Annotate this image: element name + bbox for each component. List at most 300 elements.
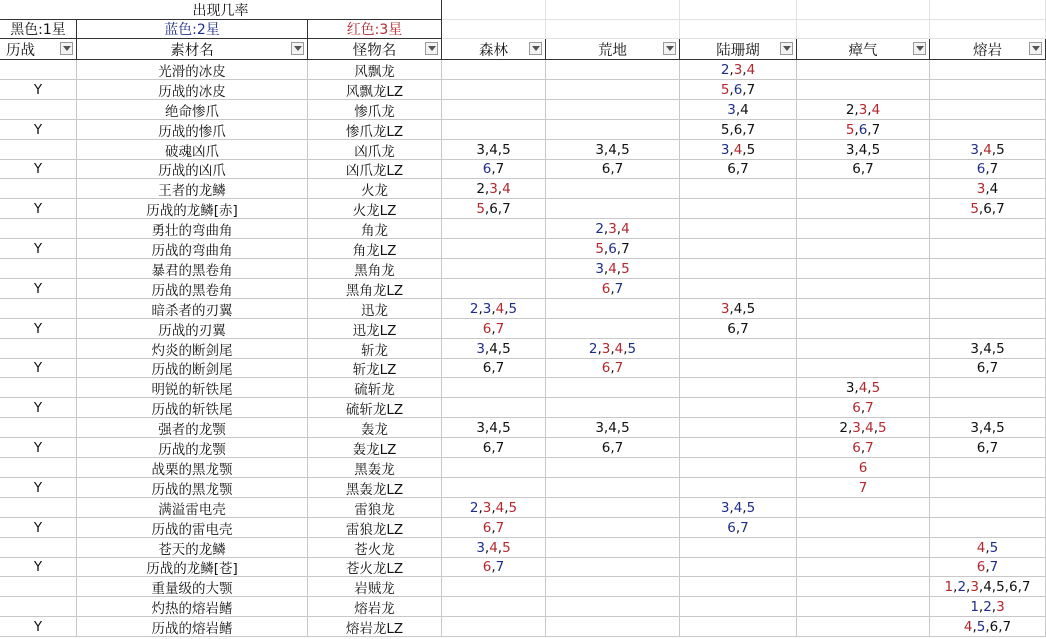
star-cell-miasma[interactable] xyxy=(797,279,930,299)
star-cell-miasma[interactable] xyxy=(797,518,930,538)
monster-name-cell[interactable]: 黑轰龙 xyxy=(308,458,442,478)
star-value: ,6,7 xyxy=(978,200,1005,217)
star-value: , xyxy=(860,399,866,416)
star-cell-miasma[interactable] xyxy=(797,538,930,558)
lz-flag-cell[interactable] xyxy=(0,418,77,438)
star-value: , xyxy=(735,519,741,536)
star-value: , xyxy=(729,499,734,516)
star-value: ,4,5 xyxy=(729,300,756,317)
star-cell-lava[interactable] xyxy=(930,100,1046,120)
lz-flag-cell[interactable] xyxy=(0,259,77,279)
material-name-cell[interactable]: 历战的断剑尾 xyxy=(77,359,308,378)
star-cell-miasma[interactable] xyxy=(797,577,930,597)
star-cell-miasma[interactable] xyxy=(797,179,930,199)
star-cell-forest[interactable] xyxy=(442,518,546,538)
star-value: , xyxy=(972,618,977,635)
monster-name-cell[interactable]: 黑轰龙LZ xyxy=(308,478,442,498)
star-cell-lava[interactable] xyxy=(930,577,1046,597)
empty-cell[interactable] xyxy=(797,0,930,20)
filter-dropdown-icon[interactable] xyxy=(663,42,676,55)
star-cell-lava[interactable] xyxy=(930,538,1046,558)
material-name-cell[interactable]: 重量级的大颚 xyxy=(77,577,308,597)
star-value: 3 xyxy=(595,260,604,277)
monster-name-cell[interactable]: 黑角龙 xyxy=(308,259,442,279)
star-value: , xyxy=(504,499,509,516)
star-value: 6 xyxy=(858,459,868,476)
column-header-lava xyxy=(930,39,1046,60)
star-cell-wild[interactable] xyxy=(546,140,680,160)
star-cell-wild[interactable] xyxy=(546,458,680,478)
material-name-cell[interactable]: 历战的熔岩鳍 xyxy=(77,617,308,637)
star-cell-forest[interactable] xyxy=(442,617,546,637)
star-cell-miasma[interactable] xyxy=(797,100,930,120)
empty-cell[interactable] xyxy=(930,0,1046,20)
star-cell-miasma[interactable] xyxy=(797,458,930,478)
star-cell-coral[interactable] xyxy=(680,259,797,279)
star-cell-wild[interactable] xyxy=(546,299,680,319)
filter-dropdown-icon[interactable] xyxy=(60,42,73,55)
star-cell-wild[interactable] xyxy=(546,80,680,100)
star-cell-lava[interactable] xyxy=(930,359,1046,378)
star-cell-forest[interactable] xyxy=(442,378,546,398)
star-value: , xyxy=(491,499,496,516)
star-cell-wild[interactable] xyxy=(546,120,680,140)
material-name-cell[interactable]: 灼炎的断剑尾 xyxy=(77,339,308,359)
monster-name-cell[interactable]: 角龙LZ xyxy=(308,239,442,259)
monster-name-cell[interactable]: 熔岩龙 xyxy=(308,597,442,617)
monster-name-cell[interactable]: 斩龙LZ xyxy=(308,359,442,378)
star-cell-wild[interactable] xyxy=(546,239,680,259)
star-cell-lava[interactable] xyxy=(930,518,1046,538)
monster-name-cell[interactable]: 火龙 xyxy=(308,179,442,199)
star-cell-lava[interactable] xyxy=(930,219,1046,239)
star-cell-coral[interactable] xyxy=(680,438,797,458)
material-name-cell[interactable]: 王者的龙鳞 xyxy=(77,179,308,199)
star-cell-lava[interactable] xyxy=(930,80,1046,100)
material-name-cell[interactable]: 历战的凶爪 xyxy=(77,160,308,179)
star-cell-miasma[interactable] xyxy=(797,398,930,418)
star-cell-miasma[interactable] xyxy=(797,498,930,518)
lz-flag-cell[interactable] xyxy=(0,179,77,199)
lz-flag-cell[interactable]: Y xyxy=(0,398,77,418)
monster-name-cell[interactable]: 迅龙 xyxy=(308,299,442,319)
star-value: , xyxy=(854,121,859,138)
star-cell-coral[interactable] xyxy=(680,199,797,219)
material-name-cell[interactable]: 历战的黑卷角 xyxy=(77,279,308,299)
star-cell-coral[interactable] xyxy=(680,458,797,478)
star-cell-lava[interactable] xyxy=(930,339,1046,359)
star-cell-lava[interactable] xyxy=(930,478,1046,498)
star-cell-miasma[interactable] xyxy=(797,160,930,179)
lz-flag-cell[interactable]: Y xyxy=(0,279,77,299)
star-cell-lava[interactable] xyxy=(930,378,1046,398)
star-cell-lava[interactable] xyxy=(930,498,1046,518)
star-cell-coral[interactable] xyxy=(680,418,797,438)
lz-flag-cell[interactable]: Y xyxy=(0,120,77,140)
star-value: , xyxy=(742,499,747,516)
star-cell-forest[interactable] xyxy=(442,100,546,120)
lz-flag-cell[interactable]: Y xyxy=(0,160,77,179)
star-value: , xyxy=(978,598,984,615)
star-cell-coral[interactable] xyxy=(680,359,797,378)
star-cell-coral[interactable] xyxy=(680,319,797,339)
star-cell-lava[interactable] xyxy=(930,398,1046,418)
star-cell-forest[interactable] xyxy=(442,498,546,518)
star-value: 7 xyxy=(871,121,881,138)
star-cell-miasma[interactable] xyxy=(797,219,930,239)
lz-flag-cell[interactable] xyxy=(0,299,77,319)
material-name-cell[interactable]: 历战的黑龙颚 xyxy=(77,478,308,498)
star-cell-lava[interactable] xyxy=(930,319,1046,339)
star-cell-forest[interactable] xyxy=(442,60,546,80)
star-cell-wild[interactable] xyxy=(546,199,680,219)
star-cell-miasma[interactable] xyxy=(797,259,930,279)
star-cell-coral[interactable] xyxy=(680,160,797,179)
lz-flag-cell[interactable]: Y xyxy=(0,558,77,577)
star-value: 7 xyxy=(989,559,999,575)
material-name-cell[interactable]: 历战的龙鳞[赤] xyxy=(77,199,308,219)
star-cell-coral[interactable] xyxy=(680,518,797,538)
star-cell-wild[interactable] xyxy=(546,279,680,299)
star-value: 4 xyxy=(963,618,973,635)
column-header-lz xyxy=(0,39,77,60)
star-cell-coral[interactable] xyxy=(680,478,797,498)
filter-dropdown-icon[interactable] xyxy=(913,42,926,55)
lz-flag-cell[interactable]: Y xyxy=(0,478,77,498)
monster-name-cell[interactable]: 凶爪龙LZ xyxy=(308,160,442,179)
lz-flag-cell[interactable] xyxy=(0,538,77,558)
monster-name-cell[interactable]: 雷狼龙 xyxy=(308,498,442,518)
star-cell-forest[interactable] xyxy=(442,219,546,239)
star-cell-miasma[interactable] xyxy=(797,378,930,398)
star-cell-forest[interactable] xyxy=(442,577,546,597)
monster-name-cell[interactable]: 风飘龙 xyxy=(308,60,442,80)
lz-flag-cell[interactable] xyxy=(0,219,77,239)
material-name-cell[interactable]: 战栗的黑龙颚 xyxy=(77,458,308,478)
star-cell-wild[interactable] xyxy=(546,398,680,418)
star-cell-coral[interactable] xyxy=(680,398,797,418)
star-cell-miasma[interactable] xyxy=(797,359,930,378)
star-cell-forest[interactable] xyxy=(442,279,546,299)
material-name-cell[interactable]: 历战的弯曲角 xyxy=(77,239,308,259)
star-cell-miasma[interactable] xyxy=(797,60,930,80)
lz-flag-cell[interactable]: Y xyxy=(0,199,77,219)
star-cell-coral[interactable] xyxy=(680,100,797,120)
monster-name-cell[interactable]: 惨爪龙 xyxy=(308,100,442,120)
material-name-cell[interactable]: 历战的斩铁尾 xyxy=(77,398,308,418)
lz-flag-cell[interactable]: Y xyxy=(0,617,77,637)
column-header-forest xyxy=(442,39,546,60)
material-name-cell[interactable]: 历战的惨爪 xyxy=(77,120,308,140)
star-value: , xyxy=(873,419,879,436)
star-value: 4 xyxy=(983,141,992,158)
star-value: , xyxy=(729,141,734,158)
star-cell-wild[interactable] xyxy=(546,577,680,597)
star-value: , xyxy=(985,539,990,556)
star-cell-wild[interactable] xyxy=(546,438,680,458)
material-name-cell[interactable]: 绝命惨爪 xyxy=(77,100,308,120)
star-value: 7 xyxy=(614,280,624,297)
star-cell-wild[interactable] xyxy=(546,378,680,398)
star-cell-forest[interactable] xyxy=(442,140,546,160)
star-value: 2 xyxy=(720,61,730,78)
star-cell-coral[interactable] xyxy=(680,498,797,518)
material-name-cell[interactable]: 灼热的熔岩鳍 xyxy=(77,597,308,617)
star-value: 5 xyxy=(476,200,485,217)
material-name-cell[interactable]: 暗杀者的刃翼 xyxy=(77,299,308,319)
material-name-cell[interactable]: 历战的龙鳞[苍] xyxy=(77,558,308,577)
star-cell-forest[interactable] xyxy=(442,120,546,140)
star-cell-wild[interactable] xyxy=(546,259,680,279)
star-cell-miasma[interactable] xyxy=(797,319,930,339)
star-cell-wild[interactable] xyxy=(546,597,680,617)
material-name-cell[interactable]: 满溢雷电壳 xyxy=(77,498,308,518)
empty-cell[interactable] xyxy=(930,20,1046,39)
star-cell-lava[interactable] xyxy=(930,60,1046,80)
star-cell-coral[interactable] xyxy=(680,279,797,299)
star-value: , xyxy=(610,340,615,357)
column-header-monster xyxy=(308,39,442,60)
material-name-cell[interactable]: 历战的刃翼 xyxy=(77,319,308,339)
star-cell-forest[interactable] xyxy=(442,239,546,259)
star-cell-lava[interactable] xyxy=(930,120,1046,140)
lz-flag-cell[interactable]: Y xyxy=(0,80,77,100)
star-cell-coral[interactable] xyxy=(680,339,797,359)
star-cell-miasma[interactable] xyxy=(797,199,930,219)
star-cell-lava[interactable] xyxy=(930,458,1046,478)
star-value: 6,7 xyxy=(601,161,624,177)
monster-name-cell[interactable]: 火龙LZ xyxy=(308,199,442,219)
star-cell-coral[interactable] xyxy=(680,219,797,239)
star-cell-coral[interactable] xyxy=(680,577,797,597)
star-value: 4 xyxy=(608,260,617,277)
star-cell-forest[interactable] xyxy=(442,199,546,219)
filter-dropdown-icon[interactable] xyxy=(780,42,793,55)
star-cell-forest[interactable] xyxy=(442,339,546,359)
monster-name-cell[interactable]: 风飘龙LZ xyxy=(308,80,442,100)
star-cell-wild[interactable] xyxy=(546,418,680,438)
star-cell-forest[interactable] xyxy=(442,359,546,378)
star-cell-miasma[interactable] xyxy=(797,617,930,637)
star-cell-lava[interactable] xyxy=(930,617,1046,637)
lz-flag-cell[interactable] xyxy=(0,498,77,518)
star-value: , xyxy=(491,161,496,177)
monster-name-cell[interactable]: 岩贼龙 xyxy=(308,577,442,597)
star-cell-wild[interactable] xyxy=(546,60,680,80)
lz-flag-cell[interactable] xyxy=(0,378,77,398)
star-cell-lava[interactable] xyxy=(930,199,1046,219)
star-value: , xyxy=(729,61,734,78)
star-cell-wild[interactable] xyxy=(546,498,680,518)
star-cell-forest[interactable] xyxy=(442,398,546,418)
star-value: 4 xyxy=(865,419,874,436)
empty-cell[interactable] xyxy=(546,0,680,20)
lz-flag-cell[interactable] xyxy=(0,60,77,80)
material-name-cell[interactable]: 破魂凶爪 xyxy=(77,140,308,160)
star-cell-lava[interactable] xyxy=(930,259,1046,279)
star-cell-coral[interactable] xyxy=(680,140,797,160)
monster-name-cell[interactable]: 角龙 xyxy=(308,219,442,239)
material-name-cell[interactable]: 历战的龙颚 xyxy=(77,438,308,458)
star-value: 3,4,5 xyxy=(970,340,1005,357)
empty-cell[interactable] xyxy=(546,20,680,39)
star-cell-coral[interactable] xyxy=(680,378,797,398)
star-cell-forest[interactable] xyxy=(442,558,546,577)
lz-flag-cell[interactable] xyxy=(0,458,77,478)
star-value: , xyxy=(504,300,509,317)
star-value: 3,4,5 xyxy=(595,141,630,158)
star-cell-wild[interactable] xyxy=(546,558,680,577)
star-cell-coral[interactable] xyxy=(680,558,797,577)
monster-name-cell[interactable]: 惨爪龙LZ xyxy=(308,120,442,140)
star-cell-wild[interactable] xyxy=(546,179,680,199)
star-value: , xyxy=(478,499,483,516)
filter-dropdown-icon[interactable] xyxy=(1029,42,1042,55)
star-cell-wild[interactable] xyxy=(546,617,680,637)
empty-cell[interactable] xyxy=(680,20,797,39)
monster-name-cell[interactable]: 苍火龙LZ xyxy=(308,558,442,577)
monster-name-cell[interactable]: 苍火龙 xyxy=(308,538,442,558)
star-cell-lava[interactable] xyxy=(930,239,1046,259)
star-cell-forest[interactable] xyxy=(442,478,546,498)
lz-flag-cell[interactable]: Y xyxy=(0,239,77,259)
monster-name-cell[interactable]: 硫斩龙LZ xyxy=(308,398,442,418)
star-cell-lava[interactable] xyxy=(930,299,1046,319)
star-cell-wild[interactable] xyxy=(546,100,680,120)
filter-dropdown-icon[interactable] xyxy=(425,42,438,55)
star-cell-coral[interactable] xyxy=(680,299,797,319)
star-cell-lava[interactable] xyxy=(930,160,1046,179)
star-cell-wild[interactable] xyxy=(546,518,680,538)
star-cell-wild[interactable] xyxy=(546,538,680,558)
lz-flag-cell[interactable]: Y xyxy=(0,438,77,458)
monster-name-cell[interactable]: 轰龙LZ xyxy=(308,438,442,458)
star-value: 2 xyxy=(476,180,485,197)
star-cell-lava[interactable] xyxy=(930,279,1046,299)
star-cell-lava[interactable] xyxy=(930,597,1046,617)
monster-name-cell[interactable]: 雷狼龙LZ xyxy=(308,518,442,538)
star-value: 3 xyxy=(970,578,979,595)
star-cell-wild[interactable] xyxy=(546,359,680,378)
star-cell-forest[interactable] xyxy=(442,458,546,478)
monster-name-cell[interactable]: 迅龙LZ xyxy=(308,319,442,339)
star-cell-lava[interactable] xyxy=(930,418,1046,438)
star-cell-lava[interactable] xyxy=(930,438,1046,458)
star-cell-coral[interactable] xyxy=(680,538,797,558)
star-value: 4 xyxy=(502,180,511,197)
star-cell-forest[interactable] xyxy=(442,259,546,279)
star-cell-coral[interactable] xyxy=(680,239,797,259)
lz-flag-cell[interactable]: Y xyxy=(0,359,77,378)
star-cell-forest[interactable] xyxy=(442,160,546,179)
star-cell-miasma[interactable] xyxy=(797,299,930,319)
material-name-cell[interactable]: 暴君的黑卷角 xyxy=(77,259,308,279)
star-cell-forest[interactable] xyxy=(442,299,546,319)
empty-cell[interactable] xyxy=(442,20,546,39)
star-cell-wild[interactable] xyxy=(546,319,680,339)
star-cell-wild[interactable] xyxy=(546,339,680,359)
star-cell-lava[interactable] xyxy=(930,558,1046,577)
star-value: 6 xyxy=(482,519,492,536)
lz-flag-cell[interactable]: Y xyxy=(0,518,77,538)
star-cell-coral[interactable] xyxy=(680,60,797,80)
star-cell-coral[interactable] xyxy=(680,179,797,199)
header-label: 荒地 xyxy=(598,42,627,59)
star-cell-wild[interactable] xyxy=(546,478,680,498)
star-cell-forest[interactable] xyxy=(442,319,546,339)
star-value: , xyxy=(991,141,997,158)
monster-name-cell[interactable]: 斩龙 xyxy=(308,339,442,359)
star-cell-coral[interactable] xyxy=(680,597,797,617)
star-value: 7 xyxy=(858,479,868,496)
star-value: 6 xyxy=(733,81,743,98)
star-cell-miasma[interactable] xyxy=(797,120,930,140)
material-name-cell[interactable]: 苍天的龙鳞 xyxy=(77,538,308,558)
monster-name-cell[interactable]: 轰龙 xyxy=(308,418,442,438)
filter-dropdown-icon[interactable] xyxy=(291,42,304,55)
star-cell-miasma[interactable] xyxy=(797,438,930,458)
empty-cell[interactable] xyxy=(442,0,546,20)
star-value: 5 xyxy=(746,141,756,158)
star-cell-forest[interactable] xyxy=(442,418,546,438)
star-value: 6,7 xyxy=(482,439,505,456)
star-cell-miasma[interactable] xyxy=(797,558,930,577)
material-name-cell[interactable]: 强者的龙颚 xyxy=(77,418,308,438)
star-cell-coral[interactable] xyxy=(680,80,797,100)
lz-flag-cell[interactable] xyxy=(0,577,77,597)
star-cell-coral[interactable] xyxy=(680,617,797,637)
lz-flag-cell[interactable] xyxy=(0,339,77,359)
star-cell-miasma[interactable] xyxy=(797,80,930,100)
star-cell-lava[interactable] xyxy=(930,179,1046,199)
monster-name-cell[interactable]: 硫斩龙 xyxy=(308,378,442,398)
star-cell-miasma[interactable] xyxy=(797,478,930,498)
material-name-cell[interactable]: 明锐的斩铁尾 xyxy=(77,378,308,398)
star-cell-miasma[interactable] xyxy=(797,339,930,359)
star-cell-miasma[interactable] xyxy=(797,140,930,160)
lz-flag-cell[interactable] xyxy=(0,597,77,617)
star-cell-miasma[interactable] xyxy=(797,239,930,259)
star-value: 7 xyxy=(865,439,874,456)
lz-flag-cell[interactable] xyxy=(0,100,77,120)
material-name-cell[interactable]: 光滑的冰皮 xyxy=(77,60,308,80)
star-cell-forest[interactable] xyxy=(442,597,546,617)
material-name-cell[interactable]: 勇壮的弯曲角 xyxy=(77,219,308,239)
star-cell-forest[interactable] xyxy=(442,80,546,100)
material-name-cell[interactable]: 历战的雷电壳 xyxy=(77,518,308,538)
lz-flag-cell[interactable] xyxy=(0,140,77,160)
star-value: 6 xyxy=(976,559,986,575)
star-cell-lava[interactable] xyxy=(930,140,1046,160)
filter-dropdown-icon[interactable] xyxy=(529,42,542,55)
star-cell-forest[interactable] xyxy=(442,538,546,558)
lz-flag-cell[interactable]: Y xyxy=(0,319,77,339)
empty-cell[interactable] xyxy=(680,0,797,20)
star-cell-forest[interactable] xyxy=(442,179,546,199)
star-cell-wild[interactable] xyxy=(546,219,680,239)
star-value: 7 xyxy=(495,519,505,536)
star-cell-coral[interactable] xyxy=(680,120,797,140)
star-cell-miasma[interactable] xyxy=(797,597,930,617)
star-cell-forest[interactable] xyxy=(442,438,546,458)
monster-name-cell[interactable]: 凶爪龙 xyxy=(308,140,442,160)
empty-cell[interactable] xyxy=(797,20,930,39)
monster-name-cell[interactable]: 黑角龙LZ xyxy=(308,279,442,299)
material-name-cell[interactable]: 历战的冰皮 xyxy=(77,80,308,100)
star-cell-miasma[interactable] xyxy=(797,418,930,438)
star-cell-wild[interactable] xyxy=(546,160,680,179)
monster-name-cell[interactable]: 熔岩龙LZ xyxy=(308,617,442,637)
